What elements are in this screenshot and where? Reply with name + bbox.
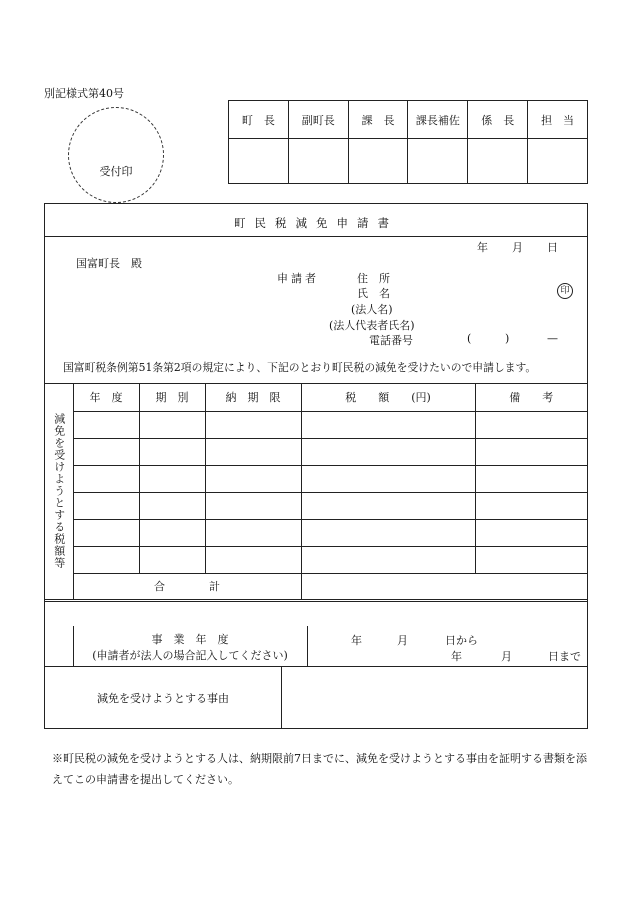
due-date-cell[interactable] xyxy=(205,546,301,573)
phone-paren-open: ( xyxy=(467,332,472,345)
period-to-day: 日まで xyxy=(548,650,581,663)
table-row xyxy=(45,465,587,492)
divider xyxy=(45,601,587,602)
date-month-label: 月 xyxy=(512,241,523,254)
fiscal-year-cell[interactable] xyxy=(73,492,139,519)
seal-mark: 印 xyxy=(557,283,573,299)
form-id: 別記様式第40号 xyxy=(44,87,124,100)
tax-amount-cell[interactable] xyxy=(301,465,475,492)
period-cell[interactable] xyxy=(139,465,205,492)
fiscal-year-cell[interactable] xyxy=(73,411,139,438)
approval-seal-cell[interactable] xyxy=(348,139,408,184)
divider xyxy=(45,236,587,237)
remarks-cell[interactable] xyxy=(475,465,587,492)
business-year-label: 事 業 年 度 xyxy=(151,633,229,646)
date-day-label: 日 xyxy=(547,241,558,254)
tax-amount-cell[interactable] xyxy=(301,492,475,519)
period-from-day: 日から xyxy=(445,634,478,647)
approval-header: 町 長 xyxy=(229,101,289,139)
column-header: 納 期 限 xyxy=(205,384,301,411)
name-label: 氏 名 xyxy=(357,287,390,300)
side-label-cell xyxy=(45,384,73,599)
column-header: 税 額 (円) xyxy=(301,384,475,411)
approval-seal-cell[interactable] xyxy=(528,139,588,184)
phone-dash: — xyxy=(547,332,558,345)
tax-amount-cell[interactable] xyxy=(301,519,475,546)
table-row xyxy=(45,411,587,438)
remarks-cell[interactable] xyxy=(475,438,587,465)
approval-seal-cell[interactable] xyxy=(229,139,289,184)
addressee: 国富町長 殿 xyxy=(76,257,142,270)
reason-label: 減免を受けようとする事由 xyxy=(97,692,229,705)
period-cell[interactable] xyxy=(139,546,205,573)
due-date-cell[interactable] xyxy=(205,492,301,519)
approval-header: 課 長 xyxy=(348,101,408,139)
tax-amount-cell[interactable] xyxy=(301,438,475,465)
column-header: 期 別 xyxy=(139,384,205,411)
column-header: 備 考 xyxy=(475,384,587,411)
approval-header: 係 長 xyxy=(468,101,528,139)
total-amount-cell[interactable] xyxy=(301,573,587,599)
due-date-cell[interactable] xyxy=(205,519,301,546)
remarks-cell[interactable] xyxy=(475,492,587,519)
period-from-year: 年 xyxy=(351,634,362,647)
due-date-cell[interactable] xyxy=(205,411,301,438)
approval-seal-cell[interactable] xyxy=(288,139,348,184)
period-cell[interactable] xyxy=(139,519,205,546)
table-row xyxy=(45,519,587,546)
remarks-cell[interactable] xyxy=(475,546,587,573)
phone-paren-close: ) xyxy=(505,332,510,345)
tax-amount-cell[interactable] xyxy=(301,411,475,438)
reason-field[interactable] xyxy=(282,667,587,729)
approval-seal-cell[interactable] xyxy=(468,139,528,184)
approval-header: 担 当 xyxy=(528,101,588,139)
reception-stamp-circle xyxy=(68,107,164,203)
corporate-rep-label: (法人代表者氏名) xyxy=(329,319,415,332)
fiscal-year-cell[interactable] xyxy=(73,519,139,546)
phone-label: 電話番号 xyxy=(369,334,413,347)
approval-header: 副町長 xyxy=(288,101,348,139)
period-cell[interactable] xyxy=(139,438,205,465)
side-label: 減免を受けようとする税額等 xyxy=(52,413,66,570)
due-date-cell[interactable] xyxy=(205,438,301,465)
due-date-cell[interactable] xyxy=(205,465,301,492)
date-year-label: 年 xyxy=(477,241,488,254)
remarks-cell[interactable] xyxy=(475,519,587,546)
approval-seal-cell[interactable] xyxy=(408,139,468,184)
application-statement: 国富町税条例第51条第2項の規定により、下記のとおり町民税の減免を受けたいので申請します。 xyxy=(63,361,537,374)
corporate-name-label: (法人名) xyxy=(351,303,393,316)
remarks-cell[interactable] xyxy=(475,411,587,438)
period-cell[interactable] xyxy=(139,411,205,438)
fiscal-year-cell[interactable] xyxy=(73,438,139,465)
footnote: ※町民税の減免を受けようとする人は、納期限前7日までに、減免を受けようとする事由を証明する書類を添えてこの申請書を提出してください。 xyxy=(52,752,587,786)
fiscal-year-cell[interactable] xyxy=(73,546,139,573)
form-title: 町民税減免申請書 xyxy=(234,216,398,230)
fiscal-year-cell[interactable] xyxy=(73,465,139,492)
tax-amount-cell[interactable] xyxy=(301,546,475,573)
period-to-month: 月 xyxy=(501,650,512,663)
table-row xyxy=(45,438,587,465)
table-row xyxy=(45,492,587,519)
applicant-label: 申請者 xyxy=(277,272,319,285)
total-label: 合 計 xyxy=(73,573,301,599)
divider xyxy=(307,626,308,666)
address-label: 住 所 xyxy=(357,272,390,285)
approval-header: 課長補佐 xyxy=(408,101,468,139)
business-year-note: (申請者が法人の場合記入してください) xyxy=(92,649,288,662)
application-form xyxy=(44,203,588,729)
approval-table xyxy=(228,100,588,184)
period-from-month: 月 xyxy=(397,634,408,647)
period-to-year: 年 xyxy=(451,650,462,663)
reception-stamp-label: 受付印 xyxy=(99,165,133,178)
table-row xyxy=(45,546,587,573)
column-header: 年 度 xyxy=(73,384,139,411)
tax-amount-table xyxy=(45,384,587,600)
period-cell[interactable] xyxy=(139,492,205,519)
